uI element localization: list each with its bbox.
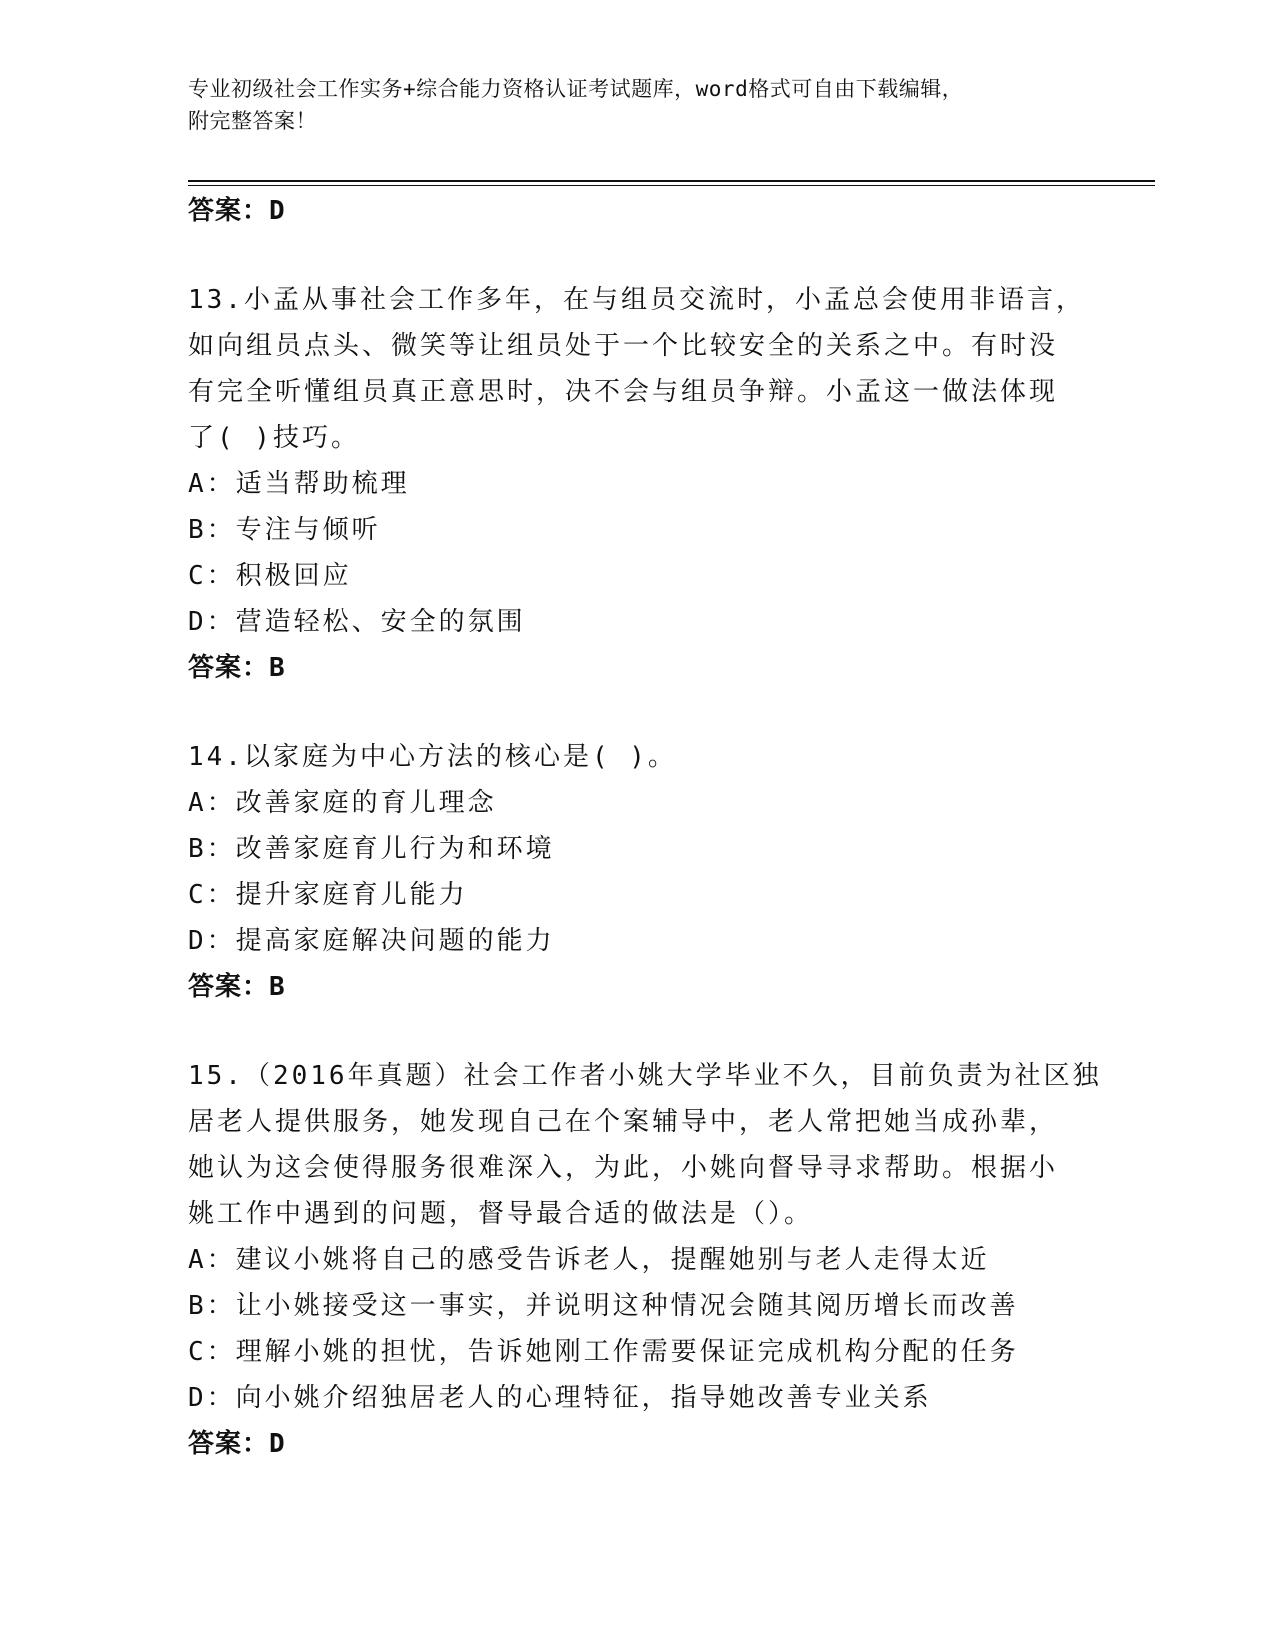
- option-b: B：让小姚接受这一事实，并说明这种情况会随其阅历增长而改善: [188, 1291, 1019, 1321]
- previous-answer: 答案：D: [188, 196, 286, 226]
- spacer: [188, 691, 1148, 734]
- option-c: C：积极回应: [188, 561, 352, 591]
- option-d: D：提高家庭解决问题的能力: [188, 926, 555, 956]
- answer: 答案：B: [188, 972, 286, 1002]
- document-header: [188, 73, 1088, 137]
- question-stem-line: 居老人提供服务，她发现自己在个案辅导中，老人常把她当成孙辈，: [188, 1107, 1059, 1137]
- option-b: B：专注与倾听: [188, 515, 381, 545]
- option-c: C：提升家庭育儿能力: [188, 880, 468, 910]
- question-stem-line: 如向组员点头、微笑等让组员处于一个比较安全的关系之中。有时没: [188, 331, 1059, 361]
- question-stem-line: 14.以家庭为中心方法的核心是( )。: [188, 742, 677, 772]
- question-stem-line: 15.（2016年真题）社会工作者小姚大学毕业不久，目前负责为社区独: [188, 1061, 1102, 1091]
- document-body: [188, 188, 1148, 1467]
- option-d: D：向小姚介绍独居老人的心理特征，指导她改善专业关系: [188, 1383, 932, 1413]
- question-13: [188, 277, 1148, 691]
- header-rule-thin: [188, 185, 1155, 186]
- option-d: D：营造轻松、安全的氛围: [188, 607, 526, 637]
- question-14: [188, 734, 1148, 1010]
- answer: 答案：B: [188, 653, 286, 683]
- header-line-1: 专业初级社会工作实务+综合能力资格认证考试题库，word格式可自由下载编辑，: [188, 77, 964, 101]
- option-b: B：改善家庭育儿行为和环境: [188, 834, 555, 864]
- spacer: [188, 1010, 1148, 1053]
- option-a: A：改善家庭的育儿理念: [188, 788, 497, 818]
- header-line-2: 附完整答案！: [188, 109, 317, 133]
- question-stem-line: 13.小孟从事社会工作多年，在与组员交流时，小孟总会使用非语言，: [188, 285, 1085, 315]
- option-a: A：适当帮助梳理: [188, 469, 410, 499]
- question-stem-line: 了( )技巧。: [188, 423, 360, 453]
- question-stem-line: 有完全听懂组员真正意思时，决不会与组员争辩。小孟这一做法体现: [188, 377, 1059, 407]
- option-a: A：建议小姚将自己的感受告诉老人，提醒她别与老人走得太近: [188, 1245, 990, 1275]
- question-15: [188, 1053, 1148, 1467]
- option-c: C：理解小姚的担忧，告诉她刚工作需要保证完成机构分配的任务: [188, 1337, 1019, 1367]
- question-stem-line: 姚工作中遇到的问题，督导最合适的做法是（）。: [188, 1199, 814, 1229]
- answer: 答案：D: [188, 1429, 286, 1459]
- header-rule-thick: [188, 180, 1155, 182]
- question-stem-line: 她认为这会使得服务很难深入，为此，小姚向督导寻求帮助。根据小: [188, 1153, 1059, 1183]
- spacer: [188, 234, 1148, 277]
